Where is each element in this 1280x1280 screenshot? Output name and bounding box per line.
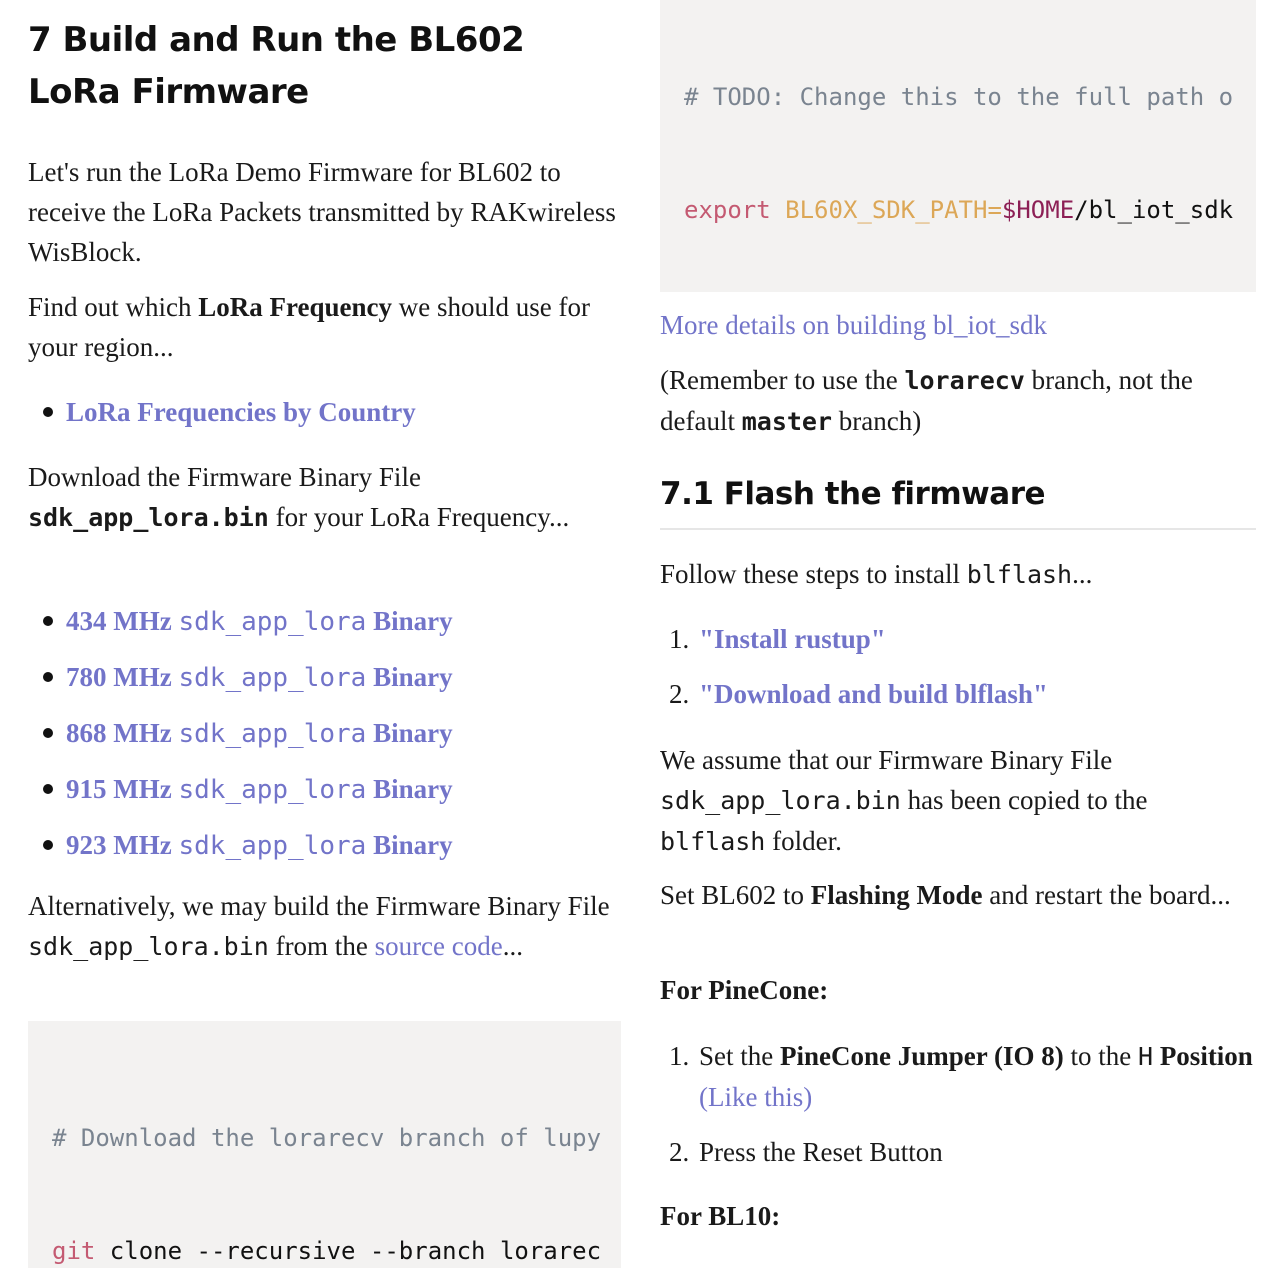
step-number: 2. bbox=[669, 679, 690, 709]
lora-frequencies-link[interactable]: LoRa Frequencies by Country bbox=[66, 397, 416, 427]
code-line bbox=[684, 192, 1256, 230]
code-text: /bl_iot_sdk bbox=[1074, 195, 1234, 224]
set-prefix: Set BL602 to bbox=[660, 880, 811, 910]
binary-freq: 915 MHz bbox=[66, 774, 172, 804]
step-number: 1. bbox=[669, 1041, 690, 1071]
list-item bbox=[28, 825, 622, 866]
binary-code: sdk_app_lora bbox=[178, 831, 367, 861]
assume-code-blflash: blflash bbox=[660, 827, 766, 856]
list-item bbox=[28, 713, 622, 754]
alt-mid: from the bbox=[268, 931, 375, 961]
download-suffix: for your LoRa Frequency... bbox=[268, 502, 570, 532]
follow-prefix: Follow these steps to install bbox=[660, 559, 967, 589]
binary-link-915[interactable] bbox=[66, 774, 453, 804]
find-suffix: we should use for your region... bbox=[28, 292, 590, 362]
pinecone-heading: For PineCone: bbox=[660, 975, 829, 1005]
code-equals: = bbox=[987, 195, 1002, 224]
heading-divider bbox=[660, 528, 1256, 530]
step-number: 1. bbox=[669, 624, 690, 654]
follow-suffix: ... bbox=[1072, 559, 1093, 589]
follow-code: blflash bbox=[966, 560, 1073, 589]
bullet-icon bbox=[43, 672, 53, 682]
bullet-icon bbox=[43, 728, 53, 738]
download-prefix: Download the Firmware Binary File bbox=[28, 462, 421, 492]
binary-code: sdk_app_lora bbox=[178, 663, 367, 693]
install-steps-list bbox=[660, 619, 1256, 714]
more-details-link[interactable]: More details on building bl_iot_sdk bbox=[660, 310, 1047, 340]
code-line: # TODO: Change this to the full path o bbox=[684, 83, 1234, 111]
binary-suffix: Binary bbox=[373, 774, 453, 804]
binary-suffix: Binary bbox=[373, 718, 453, 748]
binary-freq: 434 MHz bbox=[66, 606, 172, 636]
binary-freq: 868 MHz bbox=[66, 718, 172, 748]
step-text: to the bbox=[1063, 1041, 1138, 1071]
list-item bbox=[660, 1132, 1256, 1172]
like-this-link[interactable]: (Like this) bbox=[699, 1082, 813, 1112]
code-line bbox=[52, 1233, 621, 1269]
list-item bbox=[28, 657, 622, 698]
frequency-links-list bbox=[28, 392, 622, 432]
binary-link-923[interactable] bbox=[66, 830, 453, 860]
remember-suffix: branch) bbox=[832, 406, 922, 436]
build-blflash-link[interactable]: "Download and build blflash" bbox=[699, 679, 1048, 709]
list-item bbox=[660, 674, 1256, 714]
alt-suffix: ... bbox=[502, 931, 523, 961]
source-code-link[interactable]: source code bbox=[374, 931, 503, 961]
code-variable: BL60X_SDK_PATH bbox=[770, 195, 988, 224]
binary-freq: 780 MHz bbox=[66, 662, 172, 692]
list-item bbox=[660, 619, 1256, 659]
remember-paragraph bbox=[660, 360, 1256, 442]
bullet-icon bbox=[43, 840, 53, 850]
code-line: # Download the lorarecv branch of lupy bbox=[52, 1124, 602, 1152]
binary-suffix: Binary bbox=[373, 830, 453, 860]
bullet-icon bbox=[43, 784, 53, 794]
download-code: sdk_app_lora.bin bbox=[28, 503, 269, 532]
flashing-mode-paragraph bbox=[660, 875, 1256, 915]
binary-suffix: Binary bbox=[373, 662, 453, 692]
bl10-heading: For BL10: bbox=[660, 1201, 781, 1231]
binary-link-434[interactable] bbox=[66, 606, 453, 636]
step-code: H bbox=[1138, 1042, 1154, 1071]
list-item bbox=[28, 601, 622, 642]
follow-paragraph bbox=[660, 554, 1256, 595]
find-frequency-paragraph bbox=[28, 287, 622, 367]
step-number: 2. bbox=[669, 1137, 690, 1167]
section-title: 7 Build and Run the BL602 LoRa Firmware bbox=[28, 20, 525, 112]
bullet-icon bbox=[43, 407, 53, 417]
assume-prefix: We assume that our Firmware Binary File bbox=[660, 745, 1113, 775]
pinecone-steps-list bbox=[660, 1036, 1256, 1172]
alt-prefix: Alternatively, we may build the Firmware Binary File bbox=[28, 891, 610, 921]
set-suffix: and restart the board... bbox=[982, 880, 1231, 910]
install-rustup-link[interactable]: "Install rustup" bbox=[699, 624, 886, 654]
list-item bbox=[28, 392, 622, 432]
binary-suffix: Binary bbox=[373, 606, 453, 636]
code-block-clone bbox=[28, 1021, 621, 1268]
step-text: Set the bbox=[699, 1041, 780, 1071]
intro-paragraph: Let's run the LoRa Demo Firmware for BL602 to receive the LoRa Packets transmitted by RAKwireless WisBlock. bbox=[28, 157, 616, 267]
assume-code-bin: sdk_app_lora.bin bbox=[660, 786, 901, 815]
binary-code: sdk_app_lora bbox=[178, 719, 367, 749]
code-block-build bbox=[660, 0, 1256, 292]
remember-mid: branch, not the default bbox=[660, 365, 1193, 436]
find-prefix: Find out which bbox=[28, 292, 199, 322]
alt-code: sdk_app_lora.bin bbox=[28, 932, 269, 961]
assume-suffix: folder. bbox=[765, 826, 842, 856]
binary-link-780[interactable] bbox=[66, 662, 453, 692]
step-text: Press the Reset Button bbox=[699, 1137, 943, 1167]
assume-paragraph bbox=[660, 740, 1256, 862]
find-bold: LoRa Frequency bbox=[198, 292, 393, 322]
binary-code: sdk_app_lora bbox=[178, 607, 367, 637]
alternative-paragraph bbox=[28, 886, 622, 967]
step-bold: PineCone Jumper (IO 8) bbox=[780, 1041, 1064, 1071]
remember-code-master: master bbox=[741, 407, 833, 436]
code-keyword: git bbox=[52, 1236, 96, 1265]
binary-links-list bbox=[28, 601, 622, 866]
code-text: clone --recursive --branch lorarec bbox=[95, 1236, 602, 1265]
bullet-icon bbox=[43, 616, 53, 626]
binary-code: sdk_app_lora bbox=[178, 775, 367, 805]
code-variable-ref: $HOME bbox=[1001, 195, 1075, 224]
set-bold: Flashing Mode bbox=[810, 880, 983, 910]
code-keyword: export bbox=[684, 195, 771, 224]
binary-freq: 923 MHz bbox=[66, 830, 172, 860]
subsection-title: 7.1 Flash the firmware bbox=[660, 476, 1046, 512]
step-bold: Position bbox=[1159, 1041, 1253, 1071]
assume-mid: has been copied to the bbox=[900, 785, 1148, 815]
download-paragraph bbox=[28, 457, 622, 538]
binary-link-868[interactable] bbox=[66, 718, 453, 748]
remember-code-lorarecv: lorarecv bbox=[904, 366, 1025, 395]
list-item bbox=[28, 769, 622, 810]
list-item bbox=[660, 1036, 1256, 1117]
remember-prefix: (Remember to use the bbox=[660, 365, 905, 395]
